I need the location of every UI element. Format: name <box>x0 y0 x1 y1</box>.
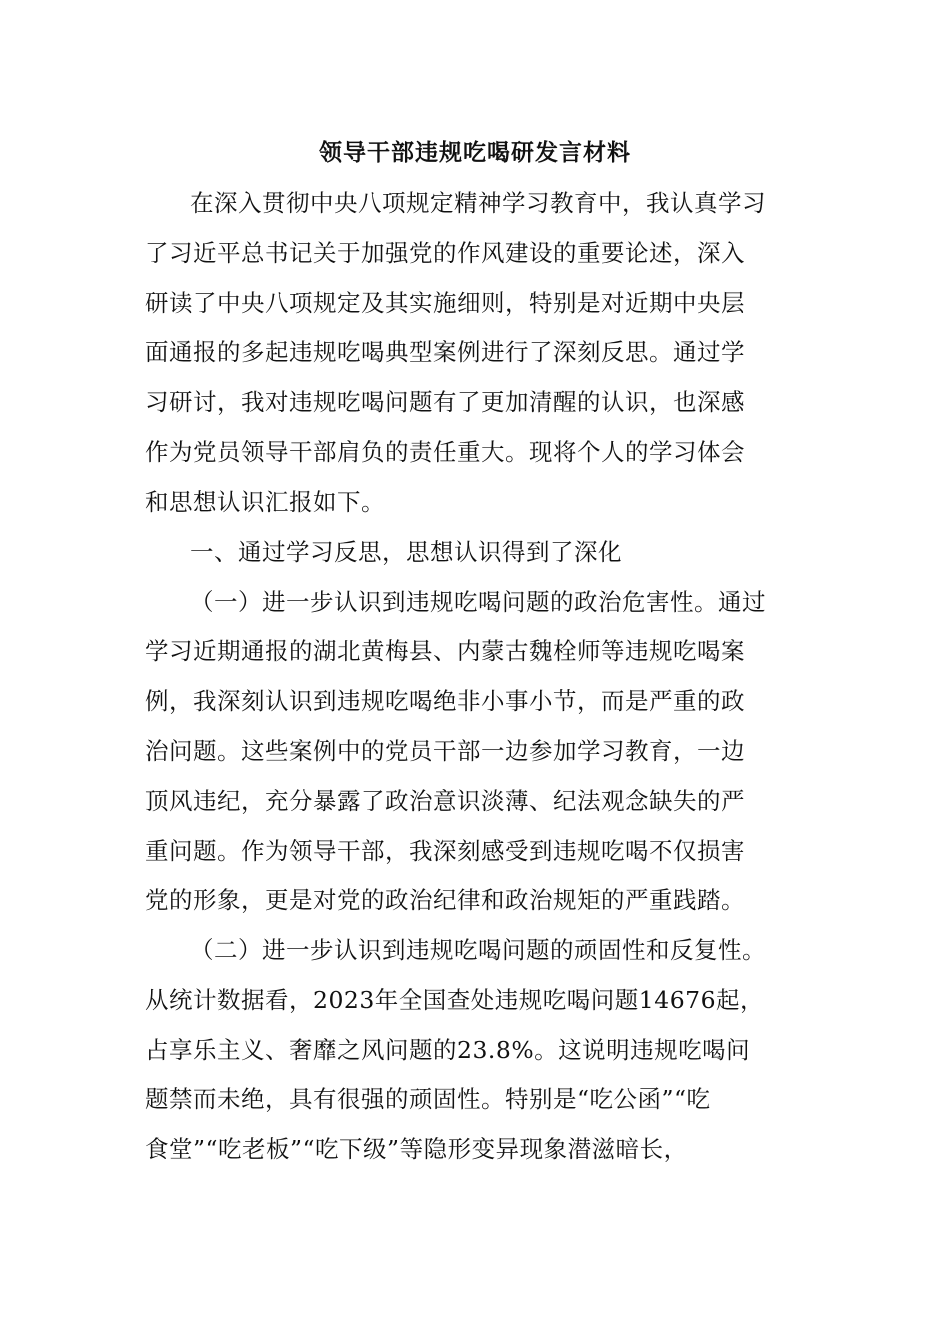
paragraph-line: 面通报的多起违规吃喝典型案例进行了深刻反思。通过学 <box>145 338 745 366</box>
paragraph-line: 食堂”“吃老板”“吃下级”等隐形变异现象潜滋暗长， <box>145 1135 688 1163</box>
paragraph-line: 占享乐主义、奢靡之风问题的23.8%。这说明违规吃喝问 <box>145 1036 751 1064</box>
section-heading: 一、通过学习反思，思想认识得到了深化 <box>190 538 622 566</box>
paragraph-line: 从统计数据看，2023年全国查处违规吃喝问题14676起， <box>145 986 765 1014</box>
paragraph-line: 习研讨，我对违规吃喝问题有了更加清醒的认识，也深感 <box>145 388 745 416</box>
paragraph-line: 重问题。作为领导干部，我深刻感受到违规吃喝不仅损害 <box>145 837 745 865</box>
paragraph-line: 了习近平总书记关于加强党的作风建设的重要论述，深入 <box>145 239 745 267</box>
document-title: 领导干部违规吃喝研发言材料 <box>319 139 631 166</box>
paragraph-line: 例，我深刻认识到违规吃喝绝非小事小节，而是严重的政 <box>145 687 745 715</box>
paragraph-line: 学习近期通报的湖北黄梅县、内蒙古魏栓师等违规吃喝案 <box>145 637 745 665</box>
paragraph-line: 题禁而未绝，具有很强的顽固性。特别是“吃公函”“吃 <box>145 1085 711 1113</box>
paragraph-line: 在深入贯彻中央八项规定精神学习教育中，我认真学习 <box>190 189 766 217</box>
paragraph-line: 党的形象，更是对党的政治纪律和政治规矩的严重践踏。 <box>145 886 745 914</box>
paragraph-line: 顶风违纪，充分暴露了政治意识淡薄、纪法观念缺失的严 <box>145 787 745 815</box>
paragraph-line: 治问题。这些案例中的党员干部一边参加学习教育，一边 <box>145 737 745 765</box>
paragraph-line: 和思想认识汇报如下。 <box>145 488 385 516</box>
paragraph-line: 研读了中央八项规定及其实施细则，特别是对近期中央层 <box>145 289 745 317</box>
paragraph-line: （一）进一步认识到违规吃喝问题的政治危害性。通过 <box>190 588 766 616</box>
paragraph-line: （二）进一步认识到违规吃喝问题的顽固性和反复性。 <box>190 936 766 964</box>
paragraph-line: 作为党员领导干部肩负的责任重大。现将个人的学习体会 <box>145 438 745 466</box>
